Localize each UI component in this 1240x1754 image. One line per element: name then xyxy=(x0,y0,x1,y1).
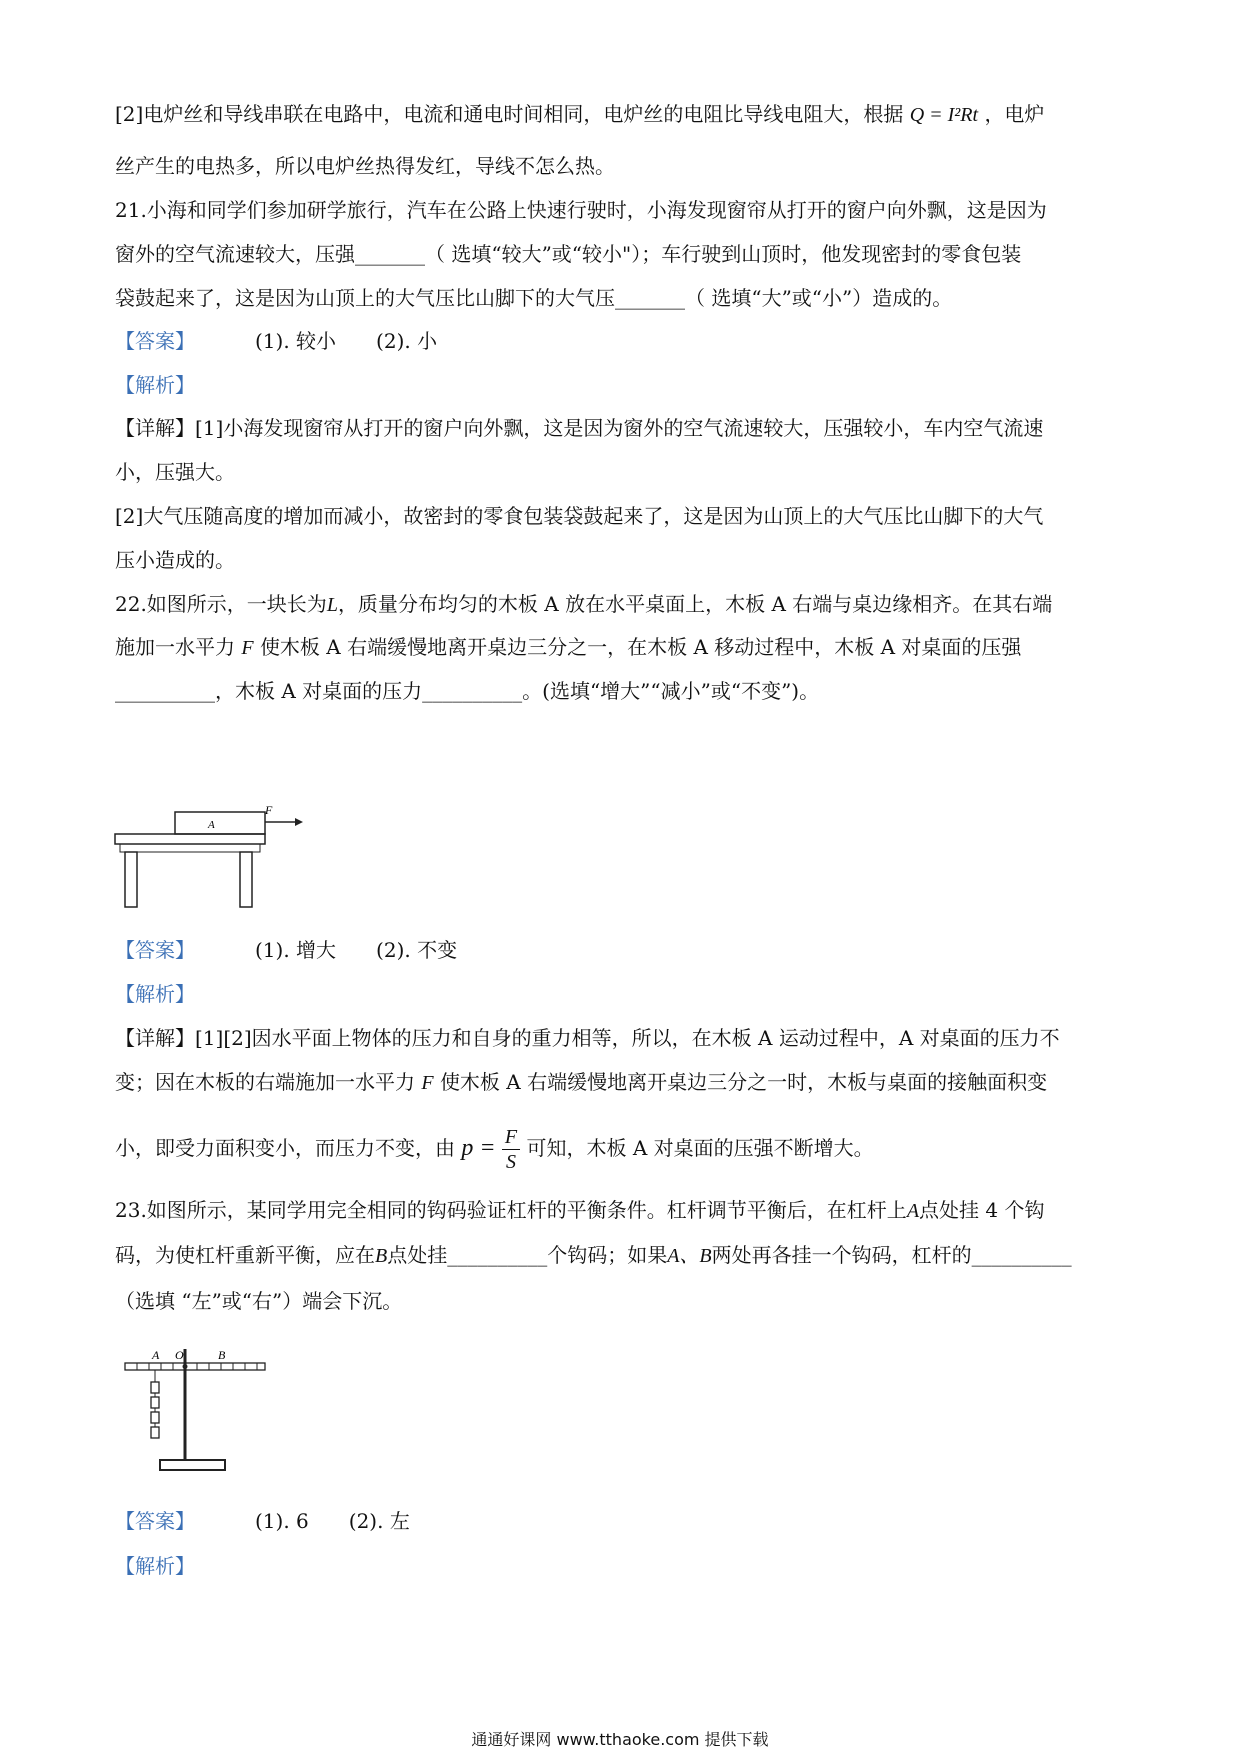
answer-1: (1). 增大 xyxy=(255,938,337,962)
table-leg-left xyxy=(125,852,137,907)
q22-answer xyxy=(115,936,457,964)
q22-question-line-1: 22.如图所示，一块长为L，质量分布均匀的木板 A 放在水平桌面上，木板 A 右端与桌边缘相齐。在其右端 xyxy=(115,592,1053,616)
answer-1: (1). 较小 xyxy=(255,329,337,353)
q20-analysis-line-1: [2]电炉丝和导线串联在电路中，电流和通电时间相同，电炉丝的电阻比导线电阻大，根据 Q = I²Rt ，电炉 xyxy=(115,102,1045,126)
answer-tag: 【答案】 xyxy=(115,329,195,353)
hooked-weights xyxy=(151,1370,159,1438)
q23-question-line-2: 码，为使杠杆重新平衡，应在B点处挂__________个钩码；如果A、B两处再各挂一个钩码，杠杆的__________ xyxy=(115,1243,1072,1267)
table-apron xyxy=(120,844,260,852)
q22-detail-line-2: 变；因在木板的右端施加一水平力 F 使木板 A 右端缓慢地离开桌边三分之一时，木板与桌面的接触面积变 xyxy=(115,1070,1048,1094)
fraction-f-over-s: $\frac{F}{S}$ xyxy=(502,1125,520,1174)
answer-2: (2). 不变 xyxy=(376,938,458,962)
answer-tag: 【答案】 xyxy=(115,938,195,962)
q23-answer xyxy=(115,1507,410,1535)
q23-question-line-1: 23.如图所示，某同学用完全相同的钩码验证杠杆的平衡条件。杠杆调节平衡后，在杠杆上A点处挂 4 个钩 xyxy=(115,1198,1045,1222)
lever-bar xyxy=(125,1363,265,1370)
q20-analysis-line-2: 丝产生的电热多，所以电炉丝热得发红，导线不怎么热。 xyxy=(115,154,615,178)
answer-1: (1). 6 xyxy=(255,1509,309,1533)
table-leg-right xyxy=(240,852,252,907)
answer-2: (2). 小 xyxy=(376,329,438,353)
q21-question-line-1: 21.小海和同学们参加研学旅行，汽车在公路上快速行驶时，小海发现窗帘从打开的窗户向外飘，这是因为 xyxy=(115,198,1047,222)
table-board-figure xyxy=(110,800,310,910)
q23-question-line-3: （选填 “左”或“右”）端会下沉。 xyxy=(115,1289,403,1313)
point-o-label: O xyxy=(175,1348,184,1362)
analysis-tag: 【解析】 xyxy=(115,373,195,397)
point-b-label: B xyxy=(218,1348,226,1362)
board-a-label: A xyxy=(208,819,215,831)
table-top xyxy=(115,834,265,844)
q21-detail-line-1: 【详解】[1]小海发现窗帘从打开的窗户向外飘，这是因为窗外的空气流速较大，压强较小，车内空气流速 xyxy=(115,416,1044,440)
force-arrowhead xyxy=(295,818,303,826)
q21-detail-line-3: [2]大气压随高度的增加而减小，故密封的零食包装袋鼓起来了，这是因为山顶上的大气压比山脚下的大气 xyxy=(115,504,1044,528)
page-footer: 通通好课网 www.tthaoke.com 提供下载 xyxy=(471,1730,769,1749)
q21-detail-line-4: 压小造成的。 xyxy=(115,548,235,572)
detail-tag: 【详解】 xyxy=(115,1026,195,1050)
stand-base xyxy=(160,1460,225,1470)
answer-2: (2). 左 xyxy=(348,1509,410,1533)
q22-detail-line-3: 小，即受力面积变小，而压力不变，由 p = $\frac{F}{S}$ 可知，木板 A 对桌面的压强不断增大。 xyxy=(115,1126,874,1173)
q22-question-line-2: 施加一水平力 F 使木板 A 右端缓慢地离开桌边三分之一，在木板 A 移动过程中，木板 A 对桌面的压强 xyxy=(115,635,1022,659)
q21-question-line-3: 袋鼓起来了，这是因为山顶上的大气压比山脚下的大气压_______（ 选填“大”或“小”）造成的。 xyxy=(115,286,953,310)
q22-question-line-3: __________，木板 A 对桌面的压力__________。(选填“增大”“减小”或“不变”)。 xyxy=(115,679,820,703)
answer-tag: 【答案】 xyxy=(115,1509,195,1533)
formula-q-i2rt: Q = I²Rt xyxy=(909,104,979,126)
q21-detail-line-2: 小，压强大。 xyxy=(115,460,235,484)
q21-answer xyxy=(115,327,437,355)
analysis-tag: 【解析】 xyxy=(115,982,195,1006)
detail-tag: 【详解】 xyxy=(115,416,195,440)
formula-p: p = xyxy=(461,1135,496,1161)
q21-question-line-2: 窗外的空气流速较大，压强_______（ 选填“较大”或“较小"）；车行驶到山顶时，他发现密封的零食包装 xyxy=(115,242,1022,266)
q22-detail-line-1: 【详解】[1][2]因水平面上物体的压力和自身的重力相等，所以，在木板 A 运动过程中，A 对桌面的压力不 xyxy=(115,1026,1060,1050)
board-a xyxy=(175,812,265,834)
lever-figure xyxy=(120,1345,270,1480)
analysis-tag: 【解析】 xyxy=(115,1554,195,1578)
force-f-label: F xyxy=(265,803,273,817)
point-a-label: A xyxy=(152,1348,160,1362)
